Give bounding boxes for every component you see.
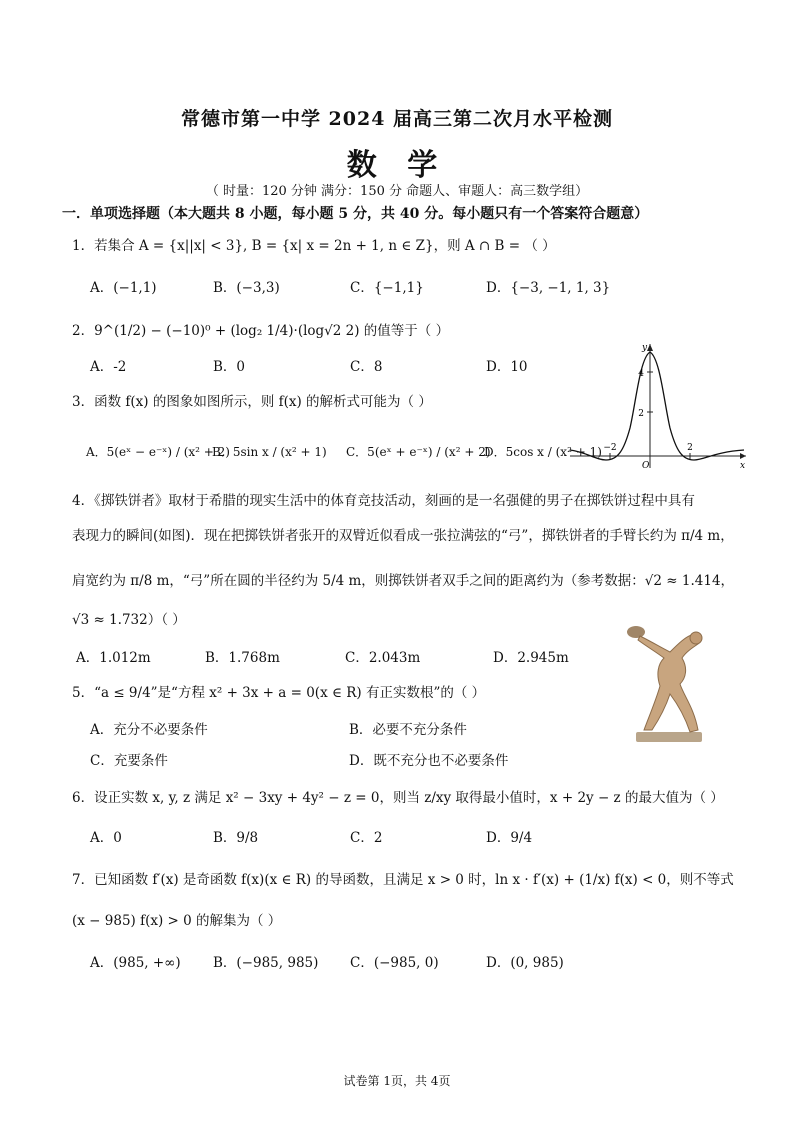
question-7-line-1: 7．已知函数 f′(x) 是奇函数 f(x)(x ∈ R) 的导函数，且满足 x > 0 时，ln x · f′(x) + (1/x) f(x) < 0，则不等式 [72,872,734,888]
q1-option-b[interactable]: B．(−3,3) [213,280,280,296]
question-3-stem: 3．函数 f(x) 的图象如图所示，则 f(x) 的解析式可能为（ ） [72,394,432,410]
function-curve [570,352,744,460]
q2-option-c[interactable]: C．8 [350,359,383,375]
question-4-line-4: √3 ≈ 1.732）（ ） [72,612,186,628]
q1-option-a[interactable]: A．(−1,1) [90,280,157,296]
q6-option-a[interactable]: A．0 [90,830,122,846]
q3-option-d[interactable]: D．5cos x / (x² + 1) [484,445,602,459]
origin-label: O [642,461,650,471]
question-4-line-1: 4．《掷铁饼者》取材于希腊的现实生活中的体育竞技活动，刻画的是一名强健的男子在掷铁饼过程中具有 [72,493,695,509]
discus-thrower-statue-image [622,622,714,744]
question-6-stem: 6．设正实数 x, y, z 满足 x² − 3xy + 4y² − z = 0，则当 z/xy 取得最小值时，x + 2y − z 的最大值为（ ） [72,790,724,806]
q3-option-c[interactable]: C．5(eˣ + e⁻ˣ) / (x² + 2) [346,445,491,459]
section-heading: 一．单项选择题（本大题共 8 小题，每小题 5 分，共 40 分。每小题只有一个答案符合题意） [62,206,649,222]
function-graph [566,338,752,472]
q7-option-a[interactable]: A．(985, +∞) [90,955,181,971]
question-4-line-3: 肩宽约为 π/8 m，“弓”所在圆的半径约为 5/4 m，则掷铁饼者双手之间的距离约为（参考数据：√2 ≈ 1.414， [72,573,735,589]
q6-option-d[interactable]: D．9/4 [486,830,533,846]
q5-option-d[interactable]: D．既不充分也不必要条件 [349,753,509,769]
q4-option-b[interactable]: B．1.768m [205,650,280,666]
q1-option-d[interactable]: D．{−3, −1, 1, 3} [486,280,611,296]
q4-option-d[interactable]: D．2.945m [493,650,569,666]
q7-option-c[interactable]: C．(−985, 0) [350,955,439,971]
q5-option-b[interactable]: B．必要不充分条件 [349,722,467,738]
y-axis-label: y [642,343,648,353]
q7-option-d[interactable]: D．(0, 985) [486,955,564,971]
q5-option-a[interactable]: A．充分不必要条件 [90,722,208,738]
question-7-line-2: (x − 985) f(x) > 0 的解集为（ ） [72,913,282,929]
question-2-stem: 2．9^(1/2) − (−10)⁰ + (log₂ 1/4)·(log√2 2) 的值等于（ ） [72,323,450,339]
q5-option-c[interactable]: C．充要条件 [90,753,168,769]
page-footer: 试卷第 1页，共 4页 [343,1074,451,1088]
question-4-line-2: 表现力的瞬间(如图)．现在把掷铁饼者张开的双臂近似看成一张拉满弦的“弓”，掷铁饼者的手臂长约为 π/4 m， [72,528,734,544]
y-axis-arrow-icon [647,344,653,351]
y-tick-2: 2 [638,409,644,419]
q4-option-c[interactable]: C．2.043m [345,650,421,666]
q2-option-b[interactable]: B．0 [213,359,246,375]
exam-title: 常德市第一中学 2024 届高三第二次月水平检测 [180,108,614,130]
q2-option-d[interactable]: D．10 [486,359,528,375]
x-axis-arrow-icon [740,453,746,459]
subject-title: 数 学 [346,148,448,183]
q4-option-a[interactable]: A．1.012m [76,650,151,666]
q2-option-a[interactable]: A．-2 [90,359,127,375]
question-1-stem: 1．若集合 A = {x||x| < 3}, B = {x| x = 2n + 1, n ∈ Z}，则 A ∩ B = （ ） [72,238,556,254]
y-tick-4: 4 [638,369,644,379]
q1-option-c[interactable]: C．{−1,1} [350,280,424,296]
x-tick-2: 2 [687,443,693,453]
q6-option-c[interactable]: C．2 [350,830,383,846]
q7-option-b[interactable]: B．(−985, 985) [213,955,319,971]
q3-option-a[interactable]: A．5(eˣ − e⁻ˣ) / (x² + 2) [86,445,230,459]
question-5-stem: 5．“a ≤ 9/4”是“方程 x² + 3x + a = 0(x ∈ R) 有正实数根”的（ ） [72,685,486,701]
q3-option-b[interactable]: B．5sin x / (x² + 1) [212,445,327,459]
exam-meta: （ 时量：120 分钟 满分：150 分 命题人、审题人：高三数学组） [205,184,589,199]
x-tick-neg2: −2 [603,443,617,453]
x-axis-label: x [740,461,746,471]
q6-option-b[interactable]: B．9/8 [213,830,259,846]
